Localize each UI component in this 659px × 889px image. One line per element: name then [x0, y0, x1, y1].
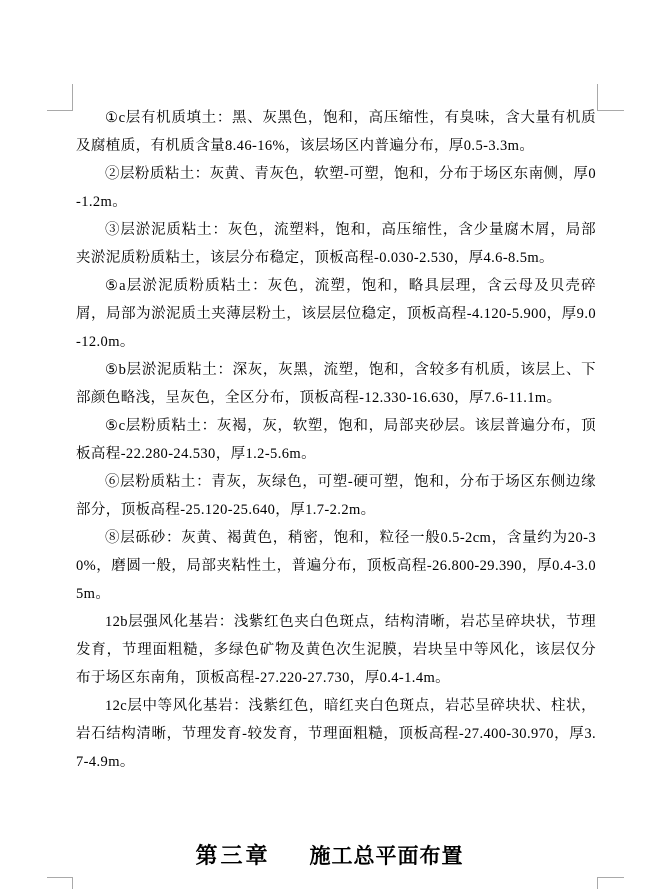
- text-boundary-mark-top-left: [47, 84, 73, 111]
- layer-paragraph-5b: ⑤b层淤泥质粘土：深灰，灰黑，流塑，饱和，含较多有机质，该层上、下部颜色略浅，呈灰色，全区分布，顶板高程-12.330-16.630，厚7.6-11.1m。: [76, 362, 596, 406]
- layer-paragraph-3: ③层淤泥质粘土：灰色，流塑料，饱和，高压缩性，含少量腐木屑，局部夹淤泥质粉质粘土，该层分布稳定，顶板高程-0.030-2.530，厚4.6-8.5m。: [76, 222, 596, 266]
- text-boundary-mark-bottom-left: [47, 877, 73, 889]
- layer-paragraph-5c: ⑤c层粉质粘土：灰褐，灰，软塑，饱和，局部夹砂层。该层普遍分布，顶板高程-22.280-24.530，厚1.2-5.6m。: [76, 418, 596, 462]
- chapter-heading: [0, 838, 659, 871]
- text-boundary-mark-top-right: [597, 84, 624, 111]
- layer-paragraph-1c: ①c层有机质填土：黑、灰黑色，饱和，高压缩性，有臭味，含大量有机质及腐植质，有机质含量8.46-16%，该层场区内普遍分布，厚0.5-3.3m。: [76, 110, 596, 154]
- text-boundary-mark-bottom-right: [597, 877, 624, 889]
- layer-paragraph-5a: ⑤a层淤泥质粉质粘土：灰色，流塑，饱和，略具层理，含云母及贝壳碎屑，局部为淤泥质土夹薄层粉土，该层层位稳定，顶板高程-4.120-5.900，厚9.0-12.0m。: [76, 278, 596, 350]
- layer-paragraph-12c: 12c层中等风化基岩：浅紫红色，暗红夹白色斑点，岩芯呈碎块状、柱状，岩石结构清晰，节理发育-较发育，节理面粗糙，顶板高程-27.400-30.970，厚3.7-4.9m。: [76, 698, 596, 770]
- layer-paragraph-2: ②层粉质粘土：灰黄、青灰色，软塑-可塑，饱和，分布于场区东南侧，厚0-1.2m。: [76, 166, 596, 210]
- chapter-number: 第三章: [195, 843, 271, 868]
- layer-paragraph-12b: 12b层强风化基岩：浅紫红色夹白色斑点，结构清晰，岩芯呈碎块状，节理发育，节理面粗糙，多绿色矿物及黄色次生泥膜，岩块呈中等风化，该层仅分布于场区东南角，顶板高程-27.220-27.730，厚0.4-1.4m。: [76, 614, 596, 686]
- layer-paragraph-6: ⑥层粉质粘土：青灰，灰绿色，可塑-硬可塑，饱和，分布于场区东侧边缘部分，顶板高程-25.120-25.640，厚1.7-2.2m。: [76, 474, 596, 518]
- layer-paragraph-8: ⑧层砾砂：灰黄、褐黄色，稍密，饱和，粒径一般0.5-2cm，含量约为20-30%，磨圆一般，局部夹粘性土，普遍分布，顶板高程-26.800-29.390，厚0.4-3.05m。: [76, 530, 596, 602]
- page-body: [76, 104, 596, 776]
- chapter-title: 施工总平面布置: [309, 845, 464, 868]
